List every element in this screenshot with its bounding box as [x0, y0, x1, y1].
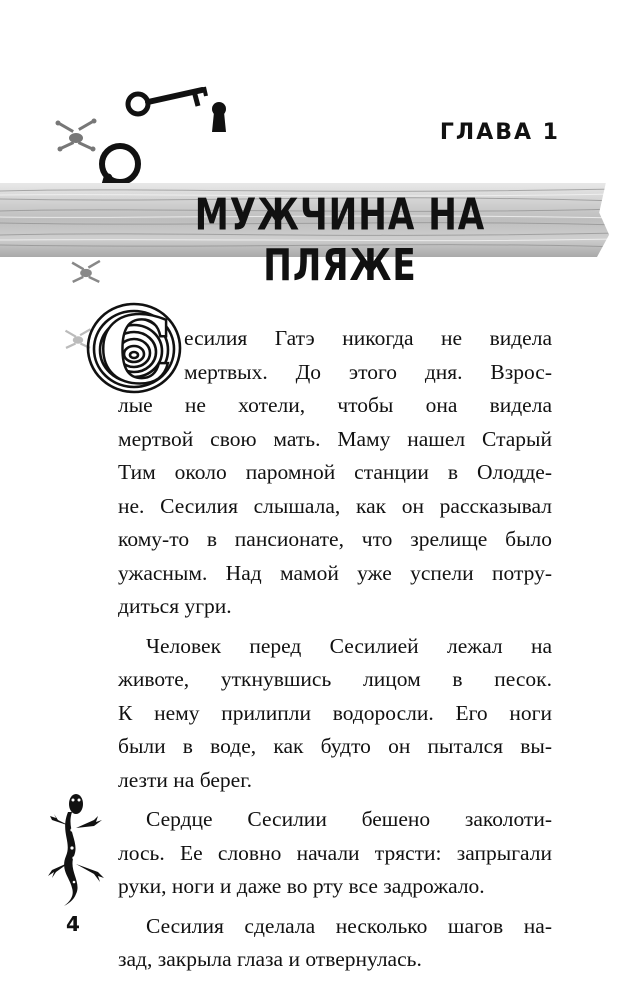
text-line: ужасным. Над мамой уже успели потру-	[118, 560, 552, 585]
text-line: Человек перед Сесилией лежал на	[146, 633, 552, 658]
text-line: мертвой свою мать. Маму нашел Старый	[118, 426, 552, 451]
paragraph	[118, 803, 552, 904]
page-number: 4	[66, 912, 80, 936]
frog-footprint-icon	[52, 118, 100, 154]
text-line: Сесилия сделала несколько шагов на-	[146, 913, 552, 938]
keyhole-icon	[208, 100, 230, 134]
text-line: зад, закрыла глаза и отвернулась.	[118, 947, 422, 971]
paragraph	[118, 322, 552, 624]
body-text	[118, 322, 552, 977]
text-line: есилия Гатэ никогда не видела	[184, 326, 552, 350]
key-icon	[124, 82, 214, 122]
text-line: диться угри.	[118, 594, 232, 618]
text-line: животе, уткнувшись лицом в песок.	[118, 667, 552, 691]
chapter-label: ГЛАВА 1	[439, 120, 560, 145]
text-line: кому-то в пансионате, что зрелище было	[118, 527, 552, 551]
paragraph	[118, 630, 552, 798]
text-line: лось. Ее словно начали трясти: запрыгали	[118, 840, 552, 865]
dropcap-letter: С	[99, 298, 173, 398]
text-line: не. Сесилия слышала, как он рассказывал	[118, 493, 552, 518]
text-line: лые не хотели, чтобы она видела	[118, 393, 552, 417]
paragraph	[118, 910, 552, 977]
frog-footprint-icon	[66, 258, 106, 288]
lizard-icon	[46, 790, 116, 908]
text-line: Сердце Сесилии бешено заколоти-	[146, 807, 552, 831]
text-line: лезти на берег.	[118, 767, 252, 792]
text-line: мертвых. До этого дня. Взрос-	[184, 359, 552, 384]
text-line: Тим около паромной станции в Олодде-	[118, 460, 552, 484]
text-line: К нему прилипли водоросли. Его ноги	[118, 700, 552, 725]
chapter-title: МУЖЧИНА НА ПЛЯЖЕ	[194, 189, 486, 291]
text-line: руки, ноги и даже во рту все задрожало.	[118, 874, 485, 898]
text-line: были в воде, как будто он пытался вы-	[118, 734, 552, 758]
